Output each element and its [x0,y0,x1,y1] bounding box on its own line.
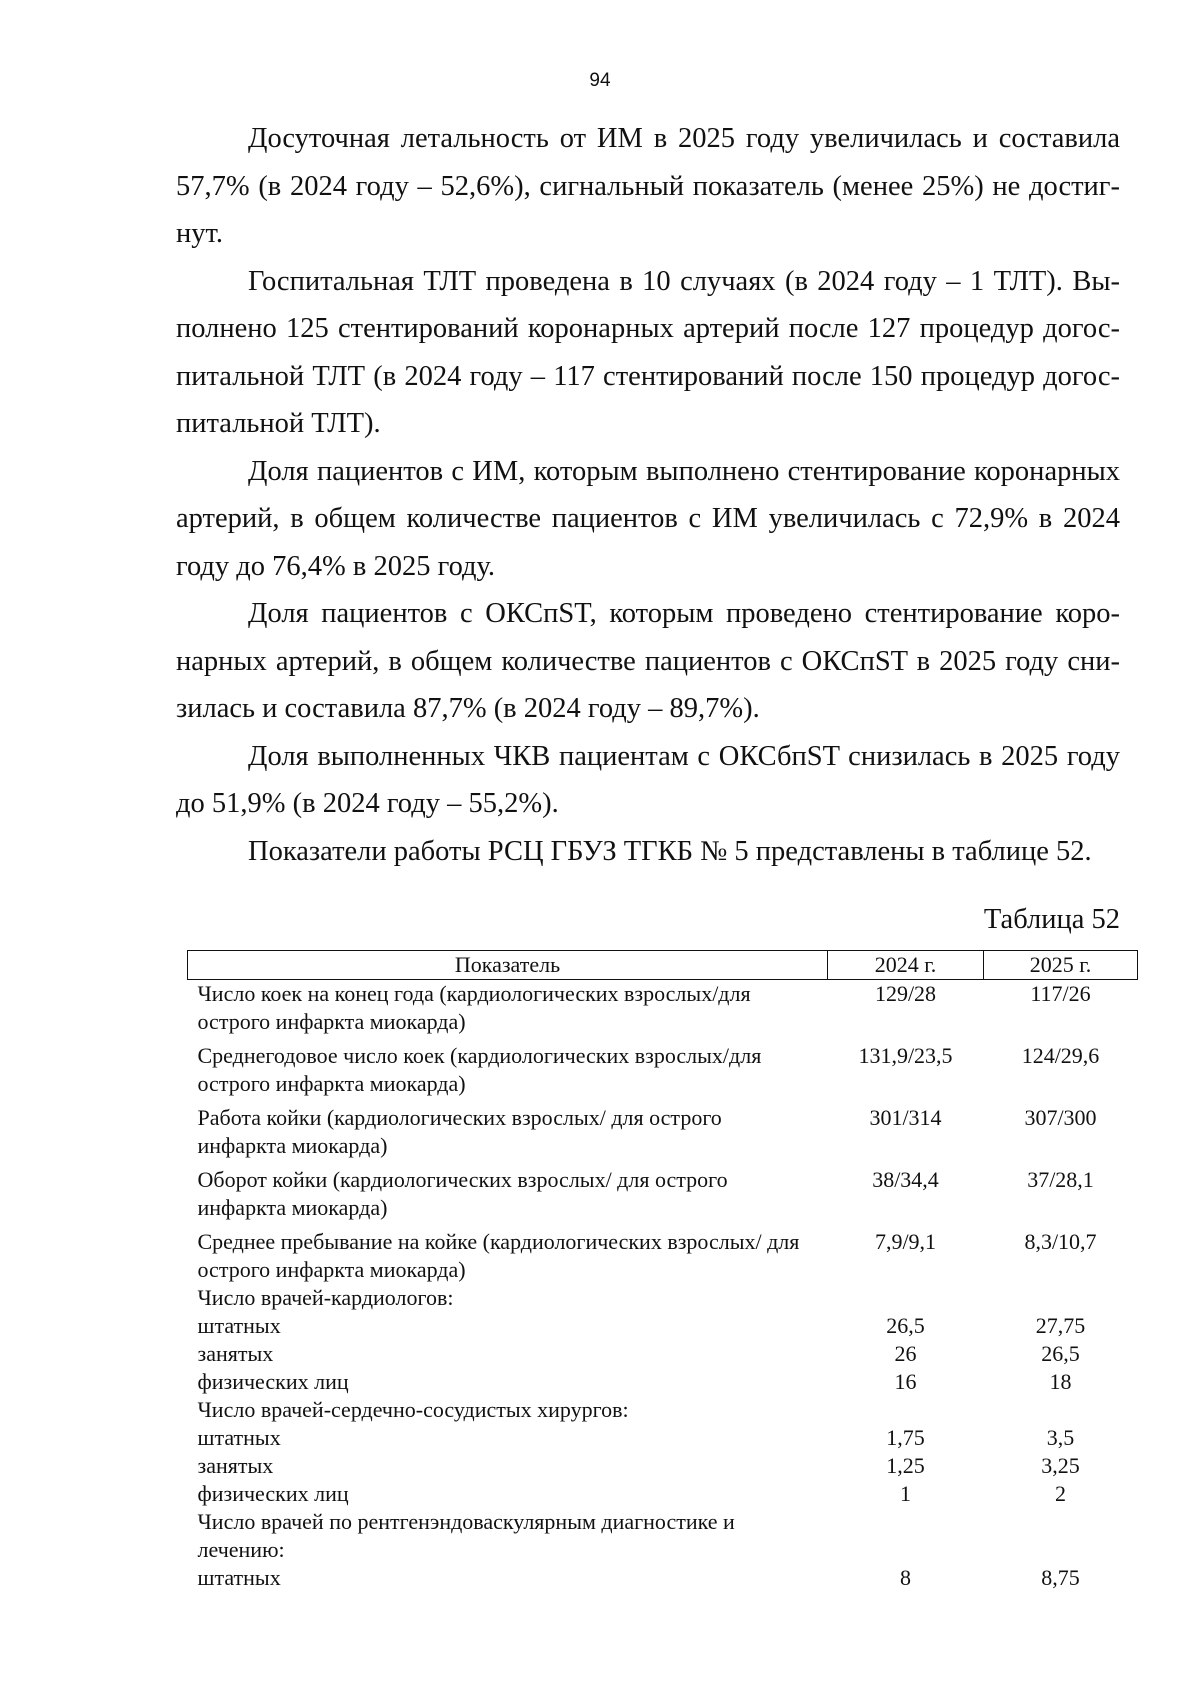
value-2024: 301/314 [869,1105,942,1130]
row-label: Работа койки (кардиологических взрослых/ для острого инфаркта миокарда) [197,1105,722,1158]
value-2024: 129/28 [874,981,937,1006]
table-row [188,1564,1138,1592]
table-row [188,1424,1138,1452]
value-2024 [828,1508,984,1564]
row-label: штатных [197,1425,281,1450]
table-section-row [188,1508,1138,1564]
value-2025: 37/28,1 [1027,1167,1094,1192]
row-label: штатных [197,1565,281,1590]
value-2024 [828,1284,984,1312]
value-2024: 7,9/9,1 [874,1229,937,1254]
row-label: физических лиц [197,1369,349,1394]
table-caption: Таблица 52 [983,904,1120,935]
value-2024: 1,25 [886,1453,925,1478]
value-2024: 38/34,4 [872,1167,939,1192]
value-2024 [828,1396,984,1424]
table-header-row [188,951,1138,980]
value-2024: 131,9/23,5 [858,1043,953,1068]
header-2024: 2024 г. [828,951,984,980]
paragraph: Госпитальная ТЛТ проведена в 10 случаях (в 2024 году – 1 ТЛТ). Выполнено 125 стентирований коронарных артерий после 127 процедур догоспитальной ТЛТ (в 2024 году – 117 стентирований после 150 процедур догоспитальной ТЛТ). [176,265,1120,439]
section-label: Число врачей-кардиологов: [197,1285,454,1310]
value-2025: 8,75 [1041,1565,1080,1590]
value-2025: 2 [1055,1481,1066,1506]
value-2025: 117/26 [1030,981,1091,1006]
value-2024: 16 [894,1369,917,1394]
table-row [188,1480,1138,1508]
row-label: Среднее пребывание на койке (кардиологических взрослых/ для острого инфаркта миокарда) [197,1229,800,1282]
header-indicator: Показатель [188,951,828,980]
paragraph: Доля пациентов с ИМ, которым выполнено стентирование коронарных артерий, в общем количестве пациентов с ИМ увеличилась с 72,9% в 2024 году до 76,4% в 2025 году. [176,455,1120,582]
paragraph: Доля выполненных ЧКВ пациентам с ОКСбпST снизилась в 2025 году до 51,9% (в 2024 году – 55,2%). [176,740,1120,819]
page-number: 94 [589,70,611,91]
table-section-row [188,1284,1138,1312]
row-label: Число коек на конец года (кардиологических взрослых/для острого инфаркта миокарда) [197,981,751,1034]
value-2025: 8,3/10,7 [1024,1229,1097,1254]
value-2025: 124/29,6 [1021,1043,1100,1068]
table-row [188,980,1138,1037]
row-label: штатных [197,1313,281,1338]
value-2025: 26,5 [1041,1341,1080,1366]
value-2025: 3,25 [1041,1453,1080,1478]
indicators-table [187,950,1138,1592]
row-label: занятых [197,1453,274,1478]
paragraph: Досуточная летальность от ИМ в 2025 году увеличилась и составила 57,7% (в 2024 году – 52,6%), сигнальный показатель (менее 25%) не достигнут. [176,123,1120,249]
value-2024: 1 [900,1481,911,1506]
row-label: Оборот койки (кардиологических взрослых/ для острого инфаркта миокарда) [197,1167,728,1220]
table-row [188,1368,1138,1396]
value-2025 [984,1284,1138,1312]
table-row [188,1312,1138,1340]
value-2024: 1,75 [886,1425,925,1450]
row-label: физических лиц [197,1481,349,1506]
paragraph: Показатели работы РСЦ ГБУЗ ТГКБ № 5 представлены в таблице 52. [248,835,1092,867]
table-row [188,1340,1138,1368]
table-row [188,1222,1138,1284]
value-2024: 26,5 [886,1313,925,1338]
value-2024: 26 [894,1341,917,1366]
table-row [188,1098,1138,1160]
value-2024: 8 [900,1565,911,1590]
section-label: Число врачей по рентгенэндоваскулярным диагностике и лечению: [197,1509,735,1562]
value-2025: 3,5 [1046,1425,1075,1450]
table-section-row [188,1396,1138,1424]
row-label: Среднегодовое число коек (кардиологических взрослых/для острого инфаркта миокарда) [197,1043,762,1096]
table-row [188,1036,1138,1098]
value-2025: 27,75 [1035,1313,1086,1338]
value-2025: 307/300 [1024,1105,1097,1130]
body-text [176,115,1120,875]
paragraph: Доля пациентов с ОКСпST, которым проведено стентирование коронарных артерий, в общем количестве пациентов с ОКСпST в 2025 году снизилась и составила 87,7% (в 2024 году – 89,7%). [176,598,1120,724]
table-row [188,1452,1138,1480]
table-row [188,1160,1138,1222]
header-2025: 2025 г. [984,951,1138,980]
section-label: Число врачей-сердечно-сосудистых хирургов: [197,1397,629,1422]
row-label: занятых [197,1341,274,1366]
value-2025 [984,1396,1138,1424]
value-2025 [984,1508,1138,1564]
value-2025: 18 [1049,1369,1072,1394]
